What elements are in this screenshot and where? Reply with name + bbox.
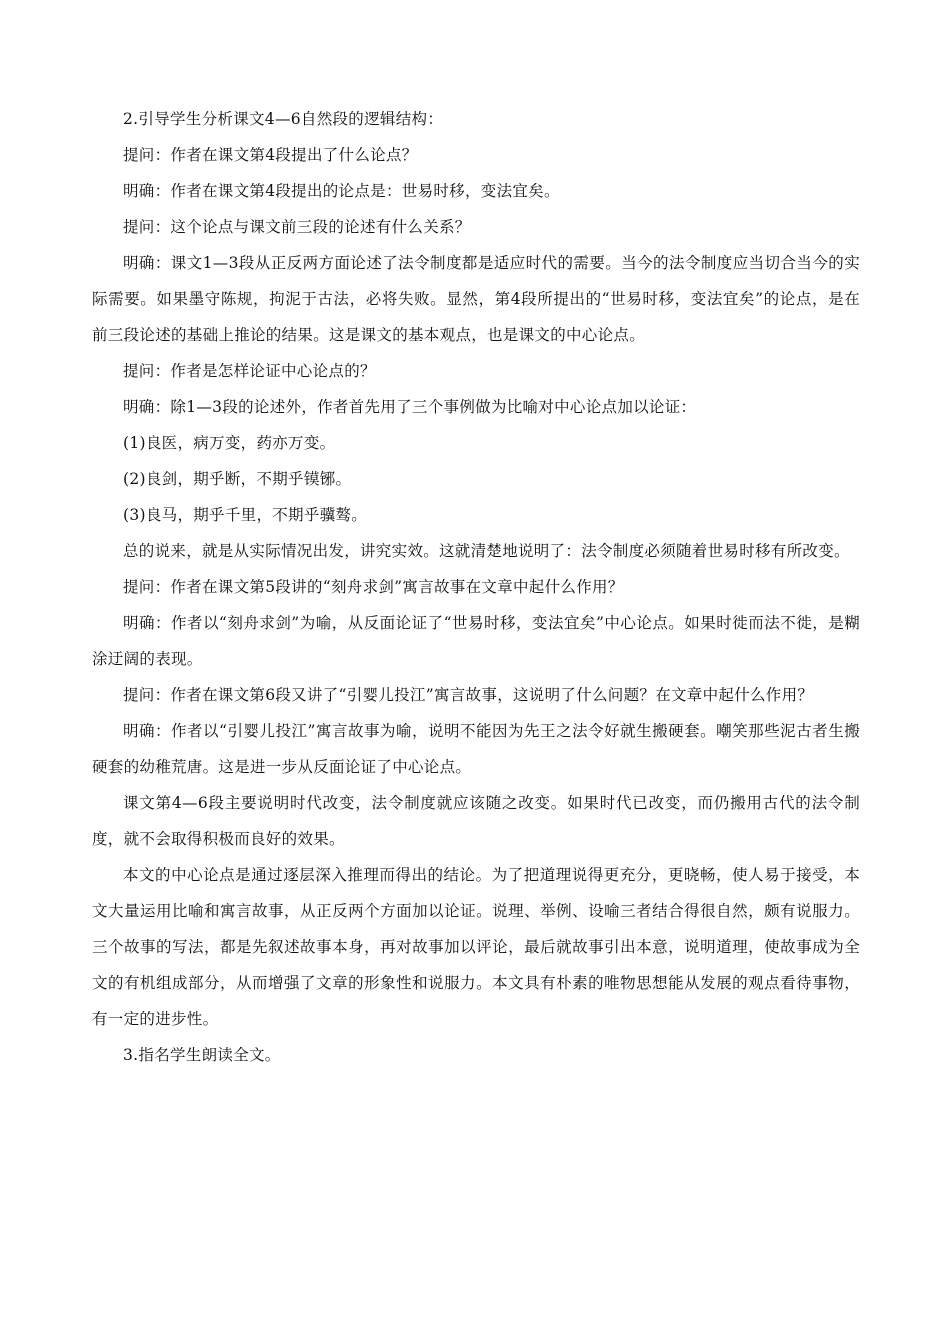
- document-body: [92, 101, 860, 1073]
- example-item: (3)良马，期乎千里，不期乎骥骜。: [123, 506, 368, 524]
- question-paragraph: 提问：作者在课文第5段讲的“刻舟求剑”寓言故事在文章中起什么作用？: [123, 578, 624, 596]
- question-paragraph: 提问：这个论点与课文前三段的论述有什么关系？: [123, 218, 471, 236]
- answer-paragraph: 明确：作者在课文第4段提出的论点是：世易时移，变法宜矣。: [123, 182, 560, 200]
- answer-paragraph: 明确：作者以“引婴儿投江”寓言故事为喻，说明不能因为先王之法令好就生搬硬套。嘲笑那些泥古者生搬硬套的幼稚荒唐。这是进一步从反面论证了中心论点。: [92, 722, 860, 776]
- section-summary-paragraph: 课文第4—6段主要说明时代改变，法令制度就应该随之改变。如果时代已改变，而仍搬用古代的法令制度，就不会取得积极而良好的效果。: [92, 794, 860, 848]
- answer-paragraph: 明确：课文1—3段从正反两方面论述了法令制度都是适应时代的需要。当今的法令制度应当切合当今的实际需要。如果墨守陈规，拘泥于古法，必将失败。显然，第4段所提出的“世易时移，变法宜矣”的论点，是在前三段论述的基础上推论的结果。这是课文的基本观点，也是课文的中心论点。: [92, 254, 860, 344]
- step-heading-logic-structure: 2.引导学生分析课文4—6自然段的逻辑结构：: [123, 110, 444, 128]
- question-paragraph: 提问：作者在课文第6段又讲了“引婴儿投江”寓言故事，这说明了什么问题？在文章中起什么作用？: [123, 686, 814, 704]
- answer-paragraph: 明确：除1—3段的论述外，作者首先用了三个事例做为比喻对中心论点加以论证：: [123, 398, 697, 416]
- answer-paragraph: 明确：作者以“刻舟求剑”为喻，从反面论证了“世易时移，变法宜矣”中心论点。如果时徙而法不徙，是糊涂迂阔的表现。: [92, 614, 860, 668]
- summary-paragraph: 总的说来，就是从实际情况出发，讲究实效。这就清楚地说明了：法令制度必须随着世易时移有所改变。: [123, 542, 850, 560]
- example-item: (2)良剑，期乎断，不期乎镆铘。: [123, 470, 352, 488]
- step-heading-read-aloud: 3.指名学生朗读全文。: [123, 1046, 281, 1064]
- example-item: (1)良医，病万变，药亦万变。: [123, 434, 336, 452]
- question-paragraph: 提问：作者在课文第4段提出了什么论点？: [123, 146, 418, 164]
- question-paragraph: 提问：作者是怎样论证中心论点的？: [123, 362, 376, 380]
- analysis-paragraph: 本文的中心论点是通过逐层深入推理而得出的结论。为了把道理说得更充分，更晓畅，使人易于接受，本文大量运用比喻和寓言故事，从正反两个方面加以论证。说理、举例、设喻三者结合得很自然，颇有说服力。三个故事的写法，都是先叙述故事本身，再对故事加以评论，最后就故事引出本意，说明道理，使故事成为全文的有机组成部分，从而增强了文章的形象性和说服力。本文具有朴素的唯物思想能从发展的观点看待事物，有一定的进步性。: [92, 866, 860, 1028]
